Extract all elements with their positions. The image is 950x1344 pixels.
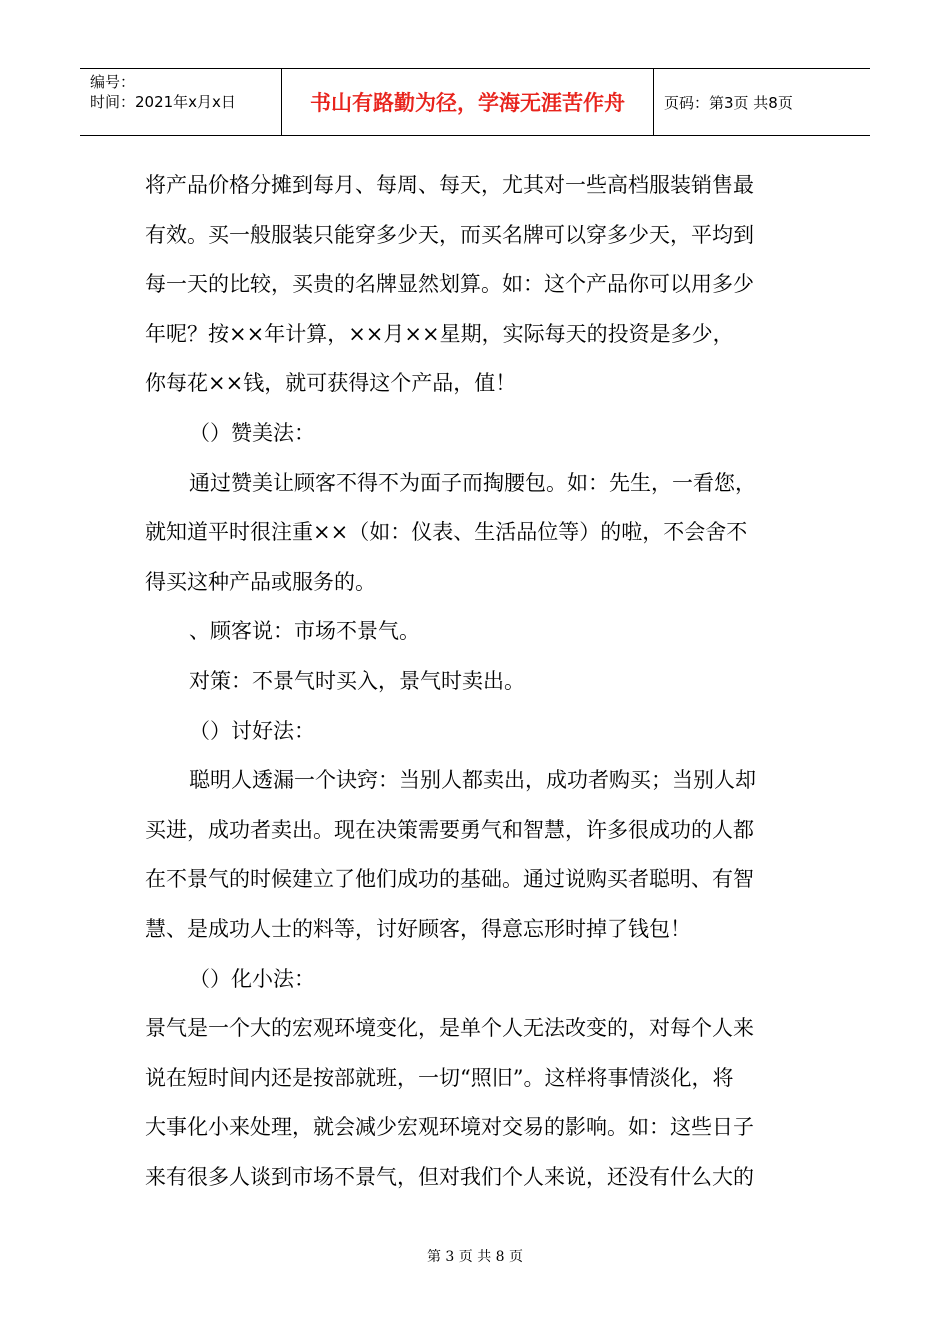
header-page-info: [654, 69, 870, 135]
body-line: 有效。买一般服装只能穿多少天，而买名牌可以穿多少天，平均到: [145, 222, 754, 247]
section-heading: 、顾客说：市场不景气。: [189, 619, 420, 644]
body-line: 将产品价格分摊到每月、每周、每天，尤其对一些高档服装销售最: [145, 173, 754, 197]
time-label: 时间：2021年x月x日: [90, 93, 236, 111]
body-line: 通过赞美让顾客不得不为面子而掏腰包。如：先生，一看您，: [189, 470, 756, 495]
body-line: 来有很多人谈到市场不景气，但对我们个人来说，还没有什么大的: [145, 1164, 754, 1189]
body-line: 大事化小来处理，就会减少宏观环境对交易的影响。如：这些日子: [145, 1115, 754, 1140]
body-line: 你每花××钱，就可获得这个产品，值！: [145, 371, 517, 396]
header-motto-cell: [282, 69, 654, 135]
body-line: 得买这种产品或服务的。: [145, 569, 376, 594]
body-line: 在不景气的时候建立了他们成功的基础。通过说购买者聪明、有智: [145, 867, 754, 892]
header-motto: 书山有路勤为径，学海无涯苦作舟: [310, 91, 625, 115]
section-heading: （）赞美法：: [189, 420, 315, 445]
body-line: 买进，成功者卖出。现在决策需要勇气和智慧，许多很成功的人都: [145, 817, 754, 842]
number-label: 编号：: [90, 73, 136, 91]
body-line: 就知道平时很注重××（如：仪表、生活品位等）的啦，不会舍不: [145, 520, 748, 545]
body-line: 年呢？按××年计算，××月××星期，实际每天的投资是多少，: [145, 321, 734, 346]
body-line: 说在短时间内还是按部就班，一切“照旧”。这样将事情淡化，将: [145, 1065, 734, 1090]
body-line: 景气是一个大的宏观环境变化，是单个人无法改变的，对每个人来: [145, 1016, 754, 1041]
document-body: [145, 161, 795, 1202]
page-footer: [0, 1246, 950, 1266]
section-heading: （）化小法：: [189, 966, 315, 991]
body-line: 对策：不景气时买入，景气时卖出。: [189, 668, 525, 693]
document-header: [80, 68, 870, 136]
section-heading: （）讨好法：: [189, 718, 315, 743]
body-line: 慧、是成功人士的料等，讨好顾客，得意忘形时掉了钱包！: [145, 916, 691, 941]
footer-page-number: 第 3 页 共 8 页: [426, 1249, 524, 1265]
header-meta: [80, 69, 282, 135]
body-line: 每一天的比较，买贵的名牌显然划算。如：这个产品你可以用多少: [145, 272, 754, 297]
body-line: 聪明人透漏一个诀窍：当别人都卖出，成功者购买；当别人却: [189, 768, 756, 793]
page-info-label: 页码：第3页 共8页: [664, 93, 793, 112]
